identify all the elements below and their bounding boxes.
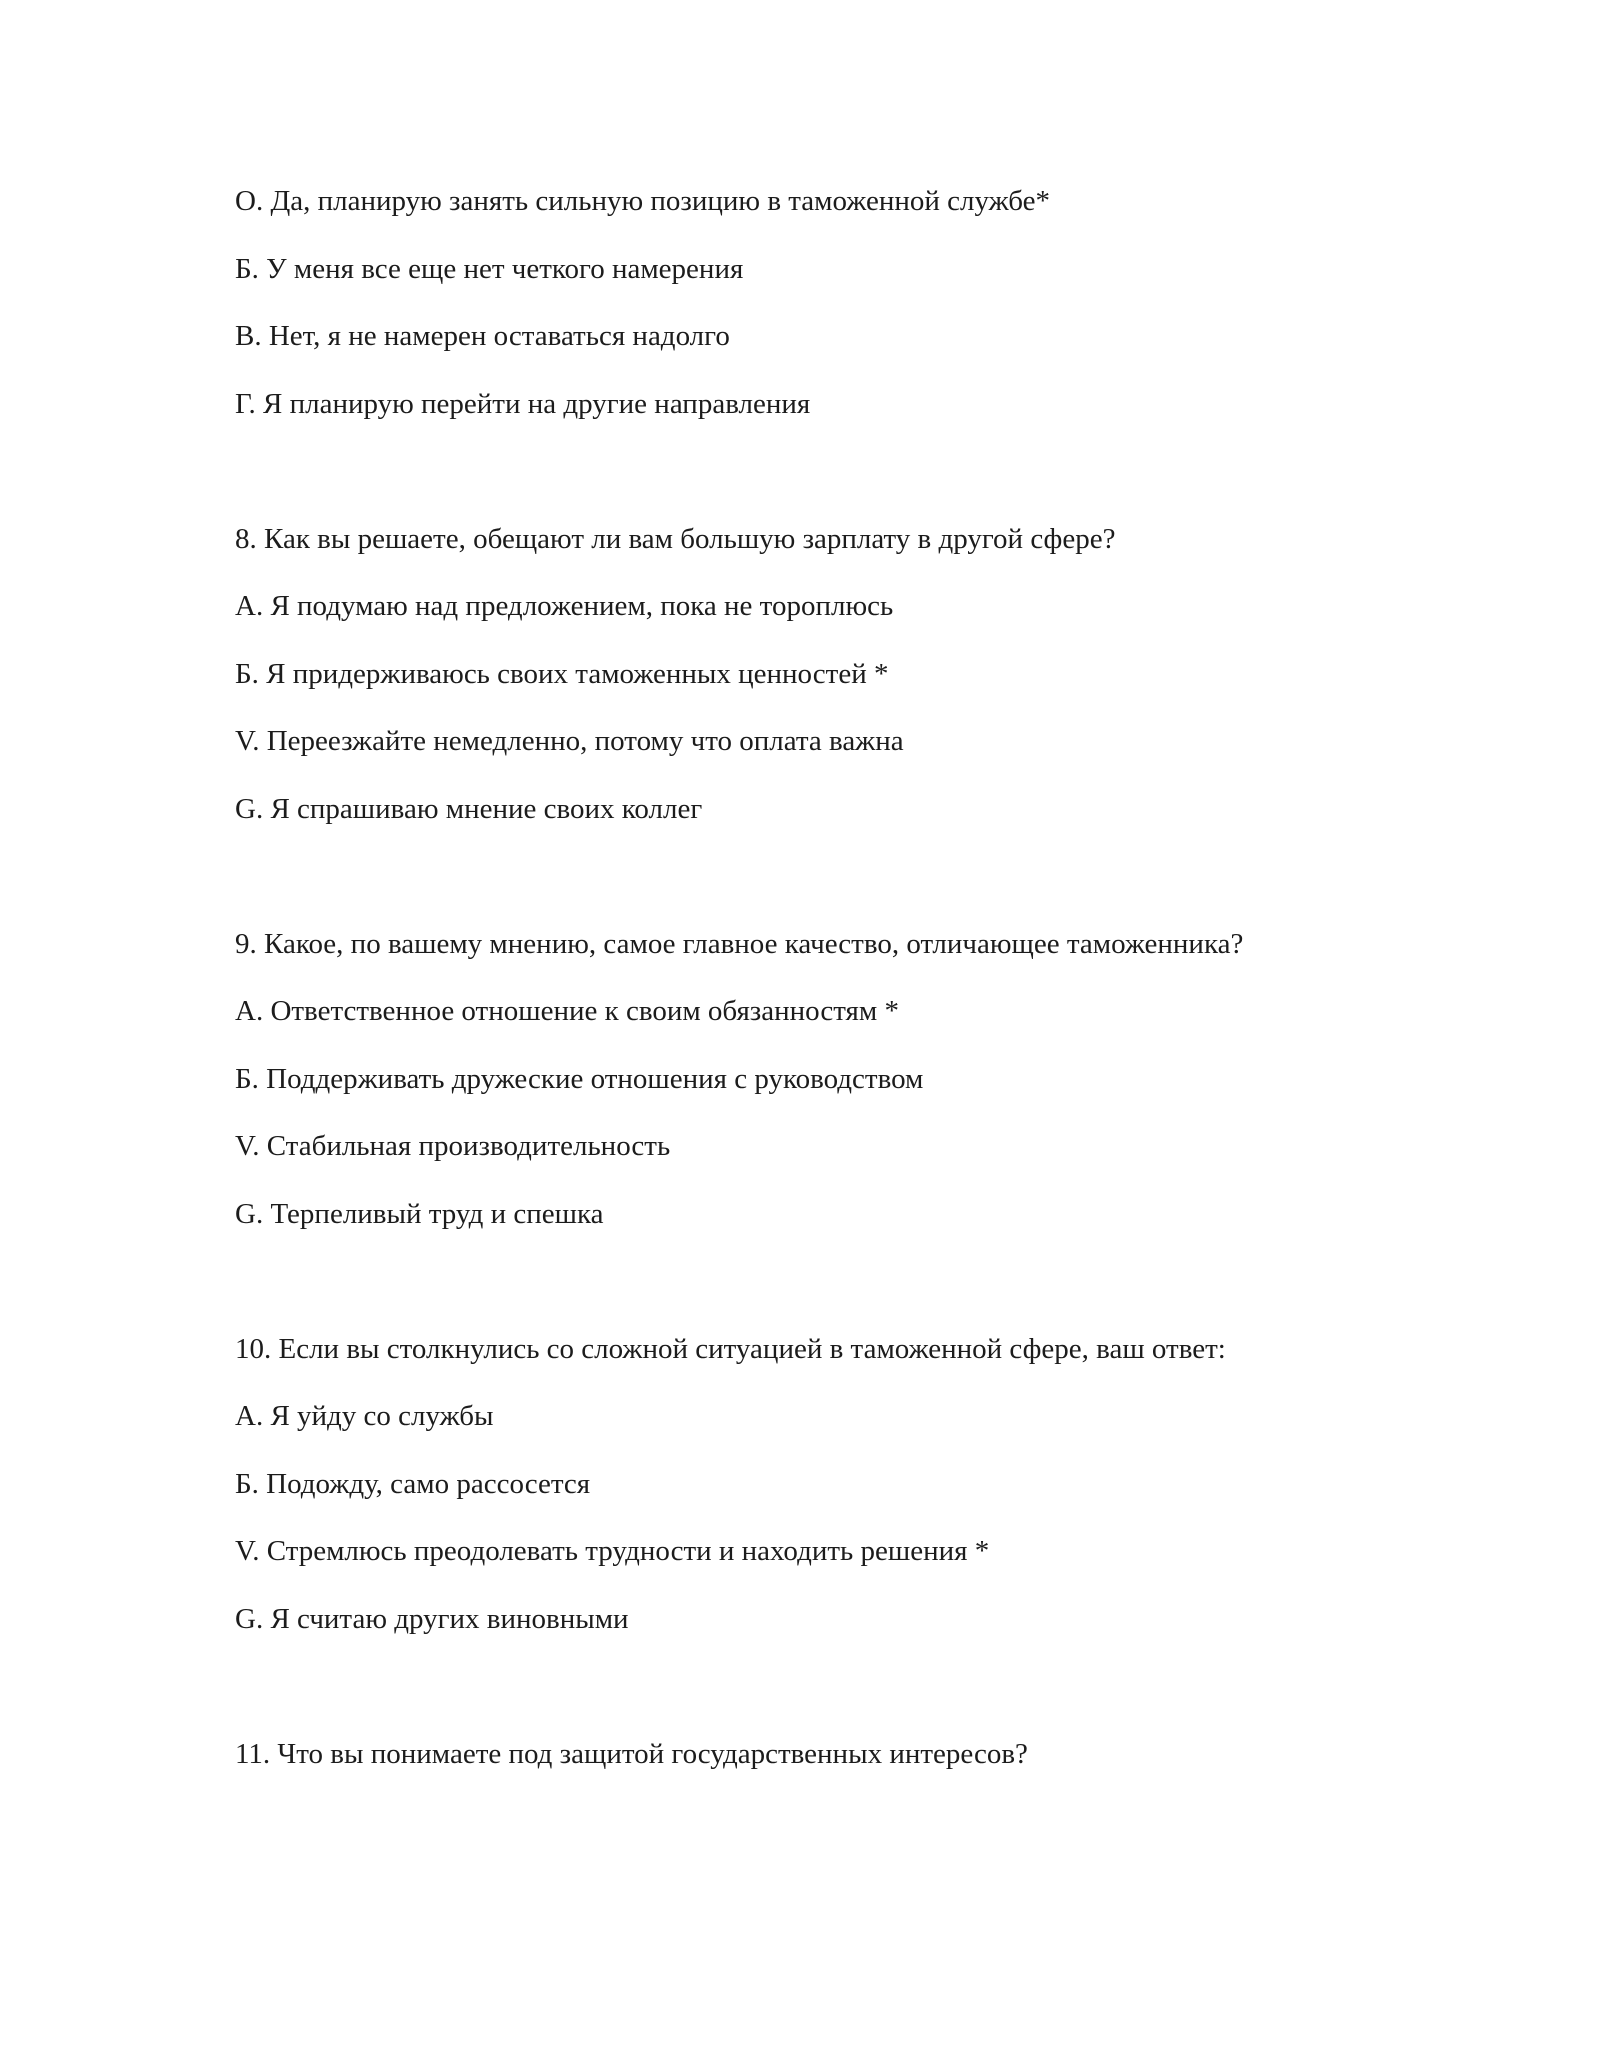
question-text: 10. Если вы столкнулись со сложной ситуацией в таможенной сфере, ваш ответ: — [235, 1332, 1226, 1365]
option-line: О. Да, планирую занять сильную позицию в таможенной службе* — [235, 185, 1051, 217]
option-line: V. Переезжайте немедленно, потому что оплата важна — [235, 725, 904, 757]
question-block-7-continued — [235, 183, 1435, 422]
option-line: G. Терпеливый труд и спешка — [235, 1197, 604, 1230]
option-line: Б. Я придерживаюсь своих таможенных ценностей * — [235, 657, 889, 690]
option-line: G. Я спрашиваю мнение своих коллег — [235, 792, 703, 825]
option-line: V. Стабильная производительность — [235, 1130, 671, 1162]
block-spacer — [235, 453, 1435, 521]
option-line: G. Я считаю других виновными — [235, 1602, 629, 1635]
question-block-8 — [235, 521, 1435, 827]
option-line: В. Нет, я не намерен оставаться надолго — [235, 320, 730, 352]
option-line: А. Я уйду со службы — [235, 1400, 494, 1432]
block-spacer — [235, 1668, 1435, 1736]
option-line: Г. Я планирую перейти на другие направления — [235, 387, 811, 420]
block-spacer — [235, 858, 1435, 926]
questionnaire-content — [235, 183, 1435, 1803]
block-spacer — [235, 1263, 1435, 1331]
question-block-11 — [235, 1736, 1435, 1772]
question-block-10 — [235, 1331, 1435, 1637]
question-block-9 — [235, 926, 1435, 1232]
option-line: А. Ответственное отношение к своим обязанностям * — [235, 995, 899, 1027]
option-line: V. Стремлюсь преодолевать трудности и находить решения * — [235, 1535, 990, 1567]
question-text: 9. Какое, по вашему мнению, самое главное качество, отличающее таможенника? — [235, 927, 1244, 960]
question-text: 8. Как вы решаете, обещают ли вам большую зарплату в другой сфере? — [235, 522, 1116, 555]
option-line: Б. Поддерживать дружеские отношения с руководством — [235, 1062, 924, 1095]
option-line: А. Я подумаю над предложением, пока не тороплюсь — [235, 590, 894, 622]
question-text: 11. Что вы понимаете под защитой государственных интересов? — [235, 1737, 1028, 1770]
option-line: Б. У меня все еще нет четкого намерения — [235, 252, 744, 285]
option-line: Б. Подожду, само рассосется — [235, 1467, 591, 1500]
